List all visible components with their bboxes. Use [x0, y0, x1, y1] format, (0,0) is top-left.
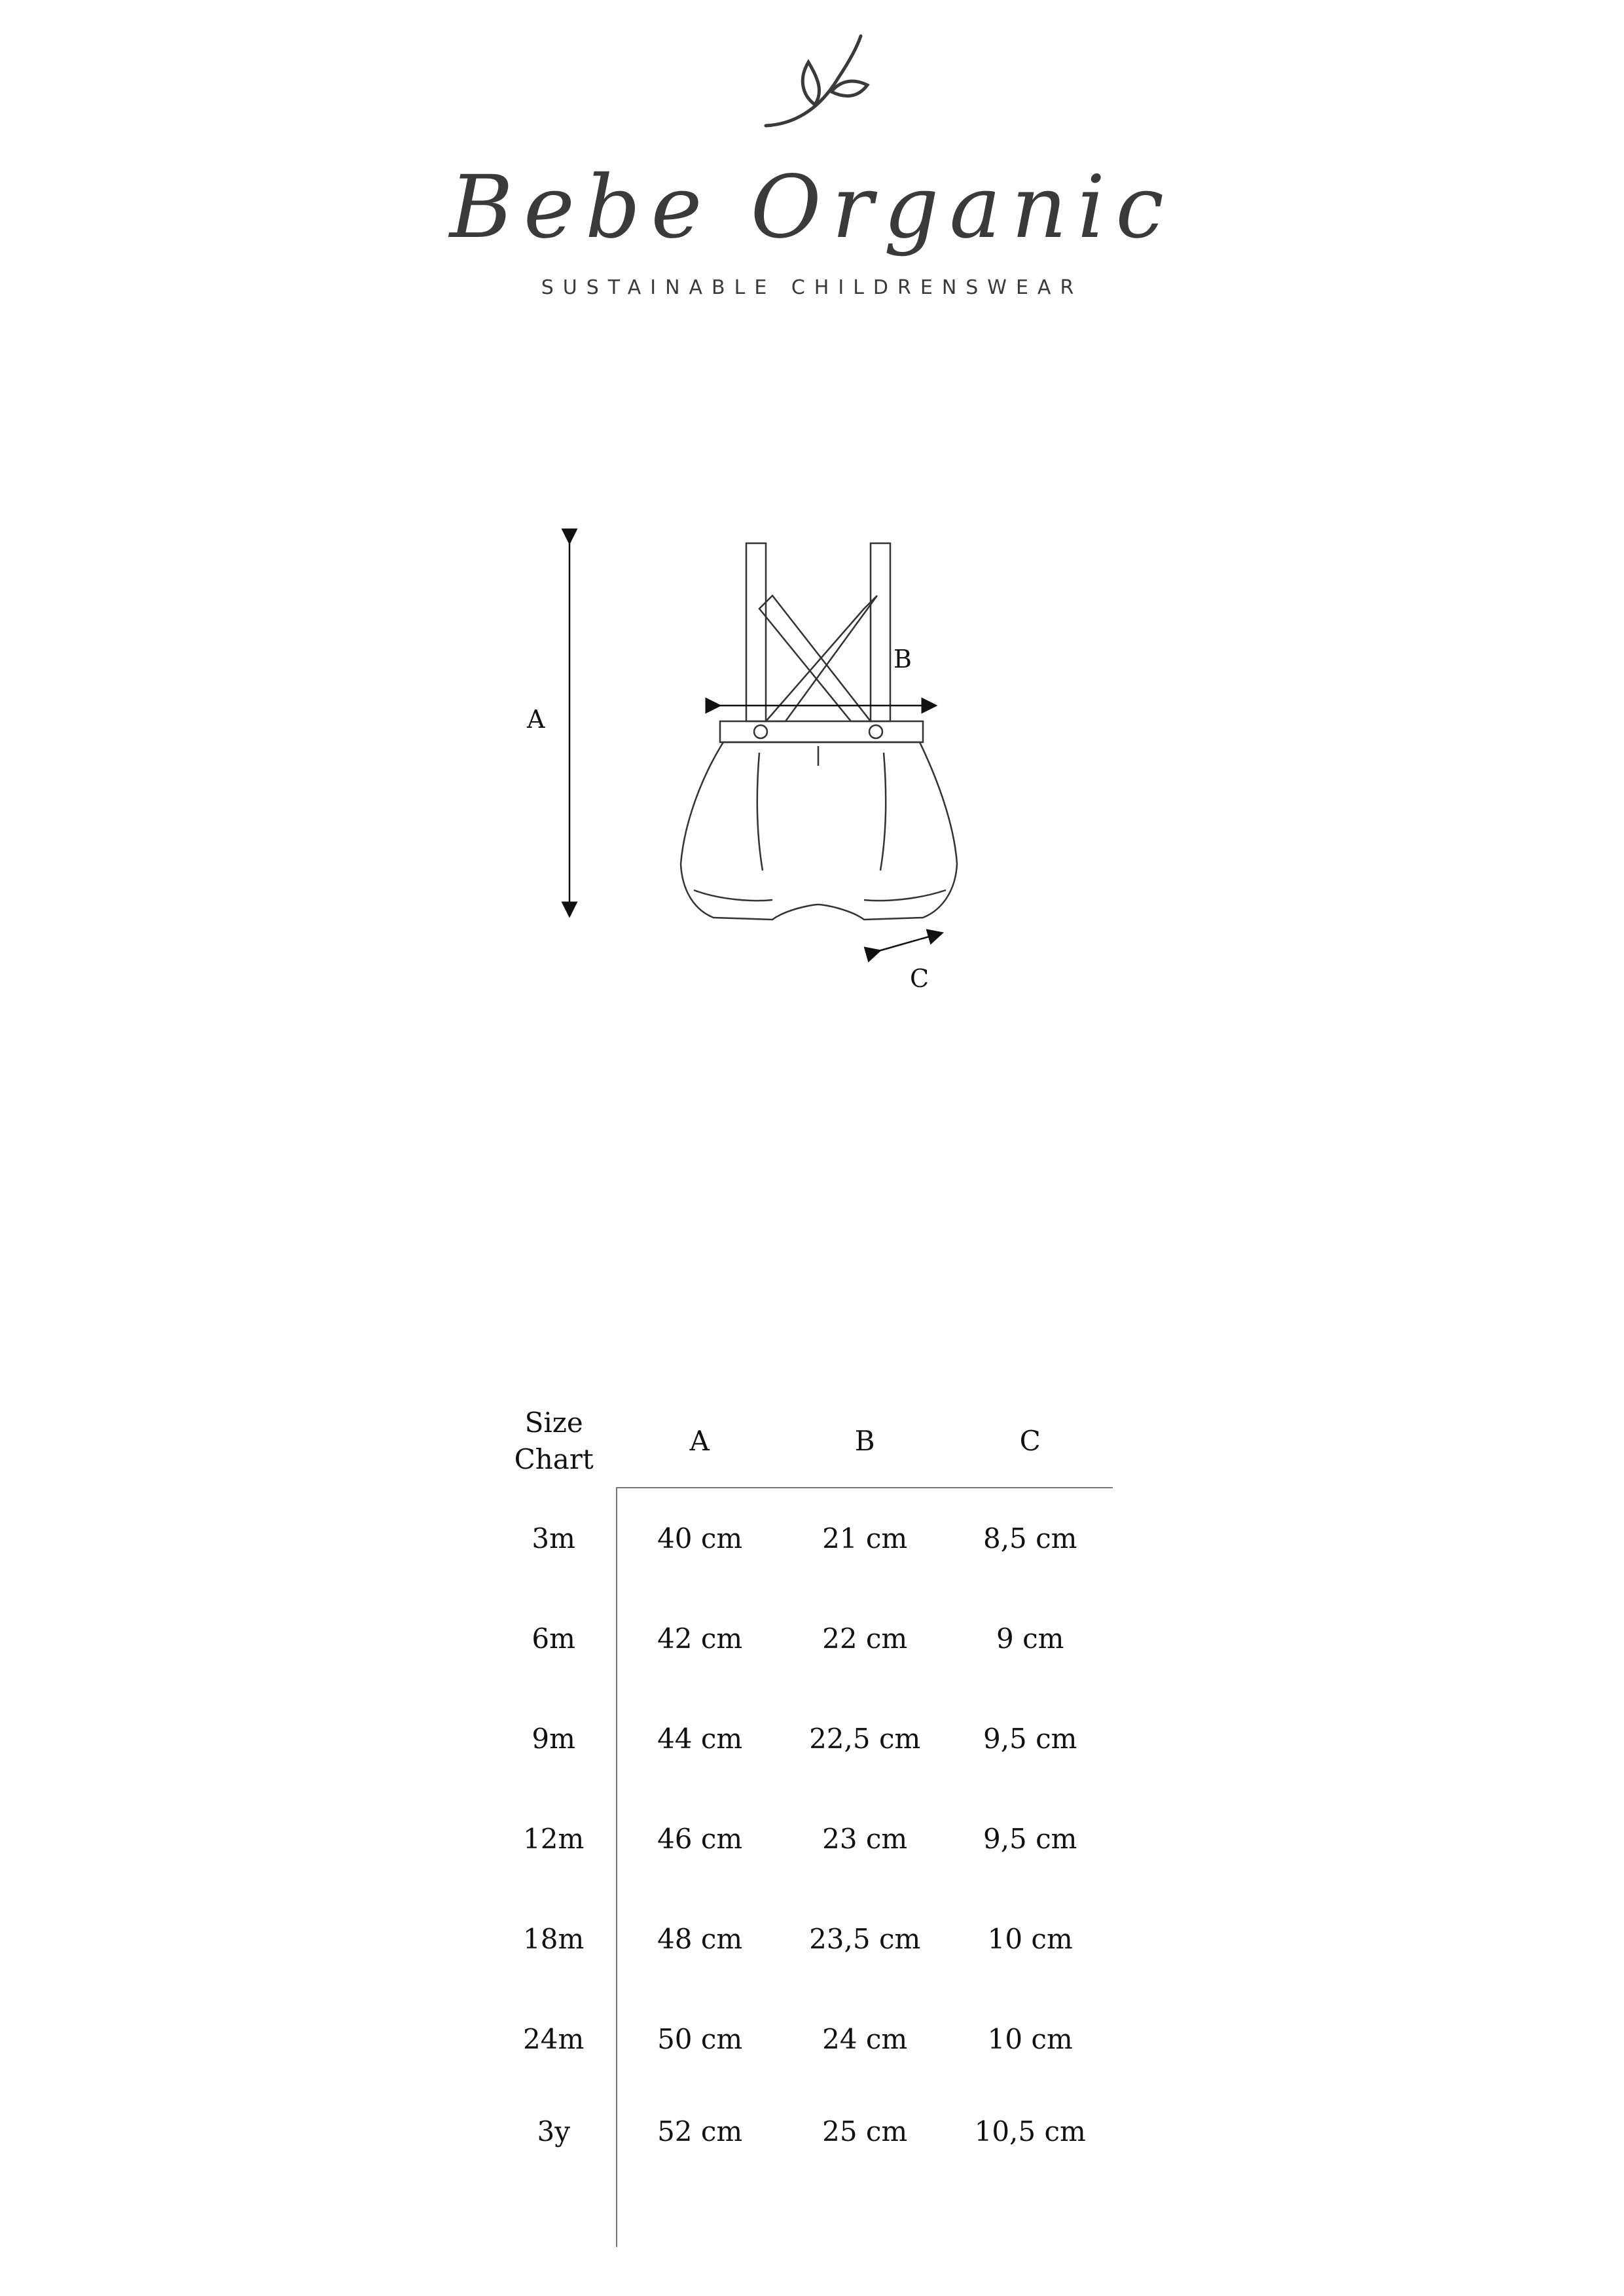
table-row: [491, 1989, 1113, 2089]
value-cell-a: 40 cm: [657, 1522, 743, 1554]
button-left: [754, 725, 767, 738]
value-cell-b: 22,5 cm: [809, 1723, 921, 1755]
dimension-c-arrow: [874, 935, 936, 952]
corner-label-line1: Size: [524, 1406, 583, 1439]
size-cell: 6m: [491, 1588, 617, 1689]
dimension-b-label: B: [893, 645, 912, 673]
size-cell: 3m: [491, 1488, 617, 1588]
size-chart-table: [491, 1394, 1113, 2247]
column-header-a: A: [617, 1394, 782, 1488]
value-cell-a: 48 cm: [657, 1923, 743, 1955]
leaf-sprig-icon: [0, 0, 1624, 151]
waistband: [720, 721, 923, 742]
value-cell-c: 9,5 cm: [983, 1823, 1077, 1855]
value-cell-b: 24 cm: [822, 2023, 908, 2055]
value-cell-a: 44 cm: [657, 1723, 743, 1755]
brand-name: Bebe Organic: [449, 157, 1175, 258]
value-cell-c: 8,5 cm: [983, 1522, 1077, 1554]
value-cell-c: 10 cm: [987, 2023, 1073, 2055]
value-cell-a: 46 cm: [657, 1823, 743, 1855]
value-cell-c: 9,5 cm: [983, 1723, 1077, 1755]
value-cell-a: 42 cm: [657, 1623, 743, 1655]
value-cell-c: 9 cm: [996, 1623, 1064, 1655]
bloomer-body: [681, 742, 957, 920]
corner-label-line2: Chart: [514, 1443, 594, 1475]
table-row: [491, 1488, 1113, 1588]
value-cell-b: 25 cm: [822, 2115, 908, 2147]
value-cell-a: 50 cm: [657, 2023, 743, 2055]
left-strap: [746, 543, 766, 721]
button-right: [869, 725, 882, 738]
cross-strap-2: [766, 596, 877, 721]
value-cell-b: 21 cm: [822, 1522, 908, 1554]
size-cell: 12m: [491, 1789, 617, 1889]
dimension-c-label: C: [910, 964, 929, 993]
size-cell: 18m: [491, 1889, 617, 1989]
value-cell-c: 10 cm: [987, 1923, 1073, 1955]
table-row: [491, 1689, 1113, 1789]
table-row: [491, 1588, 1113, 1689]
column-header-c: C: [947, 1394, 1113, 1488]
size-chart-header-row: [491, 1394, 1113, 1488]
size-cell: 24m: [491, 1989, 617, 2089]
value-cell-b: 22 cm: [822, 1623, 908, 1655]
brand-tagline: SUSTAINABLE CHILDRENSWEAR: [541, 276, 1083, 299]
brand-logo: [0, 0, 1624, 340]
right-strap: [871, 543, 890, 721]
garment-diagram: [497, 517, 1087, 1008]
table-row: [491, 1889, 1113, 1989]
size-chart-corner-label: [491, 1394, 617, 1488]
value-cell-c: 10,5 cm: [974, 2115, 1086, 2147]
table-row: [491, 2089, 1113, 2247]
cross-strap-1: [759, 596, 871, 721]
value-cell-b: 23,5 cm: [809, 1923, 921, 1955]
size-cell: 9m: [491, 1689, 617, 1789]
value-cell-a: 52 cm: [657, 2115, 743, 2147]
value-cell-b: 23 cm: [822, 1823, 908, 1855]
dimension-a-label: A: [527, 705, 545, 734]
table-row: [491, 1789, 1113, 1889]
romper-illustration: [497, 517, 1087, 1008]
size-cell: 3y: [491, 2089, 617, 2247]
column-header-b: B: [782, 1394, 948, 1488]
